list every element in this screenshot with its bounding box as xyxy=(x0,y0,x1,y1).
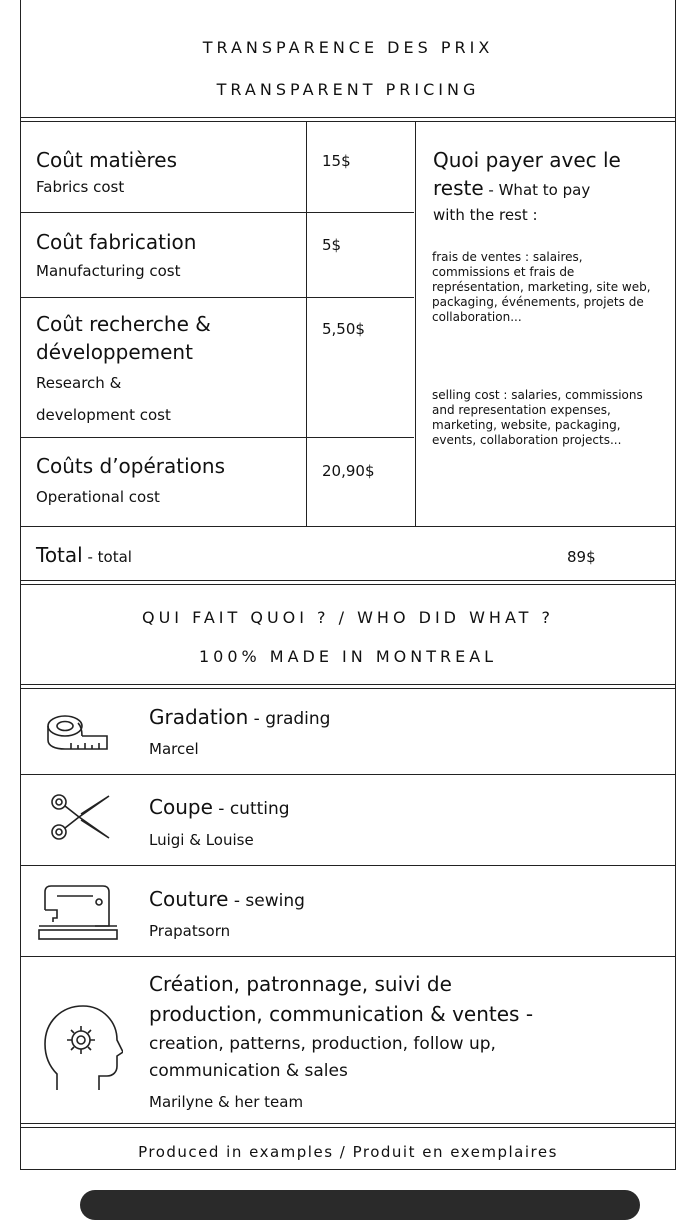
role-title xyxy=(149,887,305,911)
column-divider xyxy=(306,122,307,526)
rest-description-en: selling cost : salaries, commissions and representation expenses, marketing, website, packaging, events, collaboration projects... xyxy=(432,388,643,447)
role-people: Luigi & Louise xyxy=(149,831,254,849)
rest-title: Quoi payer avec le xyxy=(433,148,621,172)
head-gear-icon xyxy=(43,1002,123,1094)
role-title-en: - cutting xyxy=(212,799,290,819)
row-divider xyxy=(21,774,675,775)
role-title-fr: Couture xyxy=(149,887,229,911)
role-title xyxy=(149,705,330,729)
footer-text: Produced in examples / Produit en exemplaires xyxy=(138,1143,558,1161)
rest-title-en: - What to pay xyxy=(483,181,591,199)
rest-description-fr: frais de ventes : salaires, commissions et frais de représentation, marketing, site web, packaging, événements, projets de collaboration... xyxy=(432,250,651,324)
row-divider xyxy=(21,865,675,866)
rest-title-bold: reste xyxy=(433,176,484,200)
row-divider xyxy=(21,437,414,438)
row-divider xyxy=(21,956,675,957)
rest-title xyxy=(433,176,590,200)
role-title-fr: production, communication & ventes - xyxy=(149,1002,534,1026)
cost-value: 15$ xyxy=(322,152,351,170)
cost-value: 20,90$ xyxy=(322,462,375,480)
role-people: Marilyne & her team xyxy=(149,1093,304,1111)
divider xyxy=(21,580,675,585)
total-label-fr: Total xyxy=(36,543,83,567)
cost-label-en: Fabrics cost xyxy=(36,178,125,196)
pricing-title-fr: TRANSPARENCE DES PRIX xyxy=(202,38,494,57)
role-title-fr: Coupe xyxy=(149,795,213,819)
cost-label-fr: Coût recherche & xyxy=(36,312,211,336)
who-title: QUI FAIT QUOI ? / WHO DID WHAT ? xyxy=(141,608,554,627)
cost-label-fr: Coûts d’opérations xyxy=(36,454,225,478)
cost-label-en: Manufacturing cost xyxy=(36,262,181,280)
rest-title-en: with the rest : xyxy=(433,206,538,224)
who-subtitle: 100% MADE IN MONTREAL xyxy=(198,647,498,666)
role-title-en: creation, patterns, production, follow up, xyxy=(149,1034,496,1054)
row-divider xyxy=(21,526,675,527)
row-divider xyxy=(21,212,414,213)
role-title-en: communication & sales xyxy=(149,1061,348,1081)
cost-label-fr: Coût matières xyxy=(36,148,178,172)
divider xyxy=(21,684,675,689)
role-title xyxy=(149,795,290,819)
cost-label-fr: développement xyxy=(36,340,193,364)
pricing-title-en: TRANSPARENT PRICING xyxy=(216,80,480,99)
role-title-en: - sewing xyxy=(228,891,305,911)
sewing-machine-icon xyxy=(37,882,119,944)
scissors-icon xyxy=(49,792,111,842)
measuring-tape-icon xyxy=(43,708,113,754)
column-divider xyxy=(415,122,416,526)
cost-label-fr: Coût fabrication xyxy=(36,230,197,254)
cost-label-en: development cost xyxy=(36,406,171,424)
role-people: Marcel xyxy=(149,740,199,758)
divider xyxy=(21,1123,675,1128)
cost-label-en: Operational cost xyxy=(36,488,160,506)
bottom-bar xyxy=(80,1190,640,1220)
role-title-en: - grading xyxy=(248,709,331,729)
total-value: 89$ xyxy=(567,548,596,566)
cost-value: 5,50$ xyxy=(322,320,365,338)
role-title-fr: Création, patronnage, suivi de xyxy=(149,972,452,996)
role-people: Prapatsorn xyxy=(149,922,231,940)
row-divider xyxy=(21,297,414,298)
total-label-en: - total xyxy=(82,548,132,566)
role-title-fr: Gradation xyxy=(149,705,249,729)
divider xyxy=(21,117,675,122)
pricing-sheet xyxy=(20,0,676,1170)
cost-label-en: Research & xyxy=(36,374,122,392)
total-label xyxy=(36,543,132,567)
cost-value: 5$ xyxy=(322,236,342,254)
